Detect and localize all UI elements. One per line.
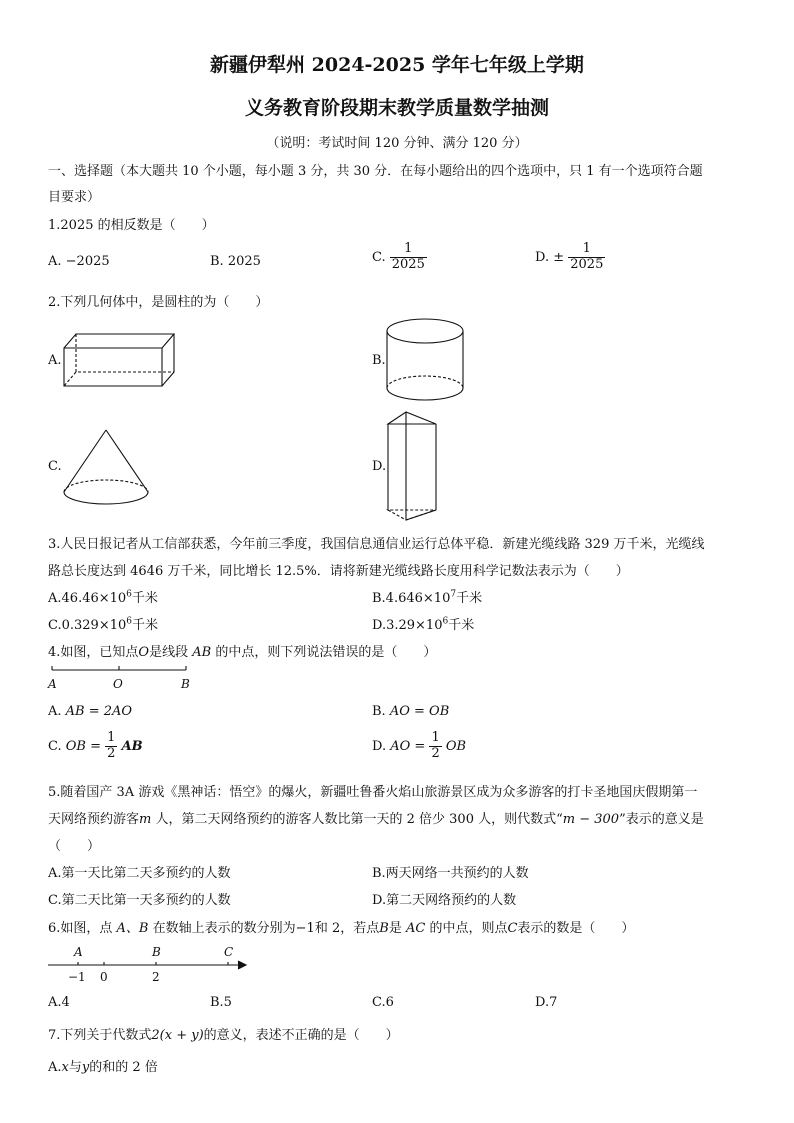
section-intro-line1: 一、选择题（本大题共 10 个小题，每小题 3 分，共 30 分．在每小题给出的四个选项中，只 1 有一个选项符合题 bbox=[48, 164, 703, 179]
numline-tick-2: 2 bbox=[152, 970, 160, 984]
numline-tick-neg1: −1 bbox=[68, 970, 86, 984]
q4-option-d-fraction: $\frac{1}{2}$ bbox=[431, 730, 440, 761]
q4-option-d: D. AO = $\frac{1}{2}$ OB bbox=[372, 730, 467, 761]
q1-option-c-fraction: $\frac{1}{2025}$ bbox=[391, 241, 425, 272]
exam-title-line1: 新疆伊犁州 2024-2025 学年七年级上学期 bbox=[210, 54, 584, 76]
cylinder-figure bbox=[385, 318, 465, 403]
q1-option-d bbox=[535, 242, 605, 273]
numline-point-a: A bbox=[74, 945, 83, 959]
q1-option-c bbox=[372, 242, 427, 273]
q6-option-d: D.7 bbox=[535, 995, 558, 1010]
q5-option-c: C.第二天比第一天多预约的人数 bbox=[48, 893, 231, 908]
exam-note: （说明：考试时间 120 分钟、满分 120 分） bbox=[266, 136, 528, 151]
q1-option-b: B. 2025 bbox=[210, 254, 261, 269]
q5-option-b: B.两天网络一共预约的人数 bbox=[372, 866, 529, 881]
point-o-label: O bbox=[113, 677, 123, 691]
triangular-prism-figure bbox=[386, 410, 441, 525]
q6-stem: 6.如图，点 A、B 在数轴上表示的数分别为−1和 2，若点B是 AC 的中点，则点C表示的数是（ ） bbox=[48, 921, 635, 936]
q3-stem-line2: 路总长度达到 4646 万千米，同比增长 12.5%．请将新建光缆线路长度用科学记数法表示为（ ） bbox=[48, 564, 629, 579]
q5-stem-line3: （ ） bbox=[48, 839, 101, 854]
q1-stem: 1.2025 的相反数是（ ） bbox=[48, 218, 215, 233]
q4-option-c-fraction: $\frac{1}{2}$ bbox=[107, 730, 116, 761]
numline-point-b: B bbox=[152, 945, 161, 959]
exam-title-line2: 义务教育阶段期末教学质量数学抽测 bbox=[244, 97, 549, 119]
q1-option-d-prefix: D. ± bbox=[535, 249, 565, 265]
q2-option-a-label: A. bbox=[48, 353, 62, 368]
q6-option-a: A.4 bbox=[48, 995, 70, 1010]
numline-point-c: C bbox=[224, 945, 234, 959]
q6-option-b: B.5 bbox=[210, 995, 232, 1010]
q4-option-b: B. AO = OB bbox=[372, 704, 450, 719]
q4-option-a: A. AB = 2AO bbox=[48, 704, 133, 719]
number-line-figure bbox=[48, 942, 258, 988]
q5-stem-line2: 天网络预约游客m 人，第二天网络预约的游客人数比第一天的 2 倍少 300 人，则代数式“m − 300”表示的意义是 bbox=[48, 812, 704, 827]
q1-option-d-fraction: $\frac{1}{2025}$ bbox=[570, 241, 604, 272]
q7-stem: 7.下列关于代数式2(x + y)的意义，表述不正确的是（ ） bbox=[48, 1028, 399, 1043]
q3-option-c: $C.0.329\times 10^6$千米 bbox=[48, 616, 159, 633]
q7-option-a: A.x与y的和的 2 倍 bbox=[48, 1060, 158, 1075]
q2-option-d-label: D. bbox=[372, 459, 387, 474]
q1-option-c-prefix: C. bbox=[372, 249, 386, 265]
q3-option-b: $B.4.646\times 10^7$千米 bbox=[372, 589, 483, 606]
point-b-label: B bbox=[181, 677, 190, 691]
point-a-label: A bbox=[48, 677, 57, 691]
q2-option-b-label: B. bbox=[372, 353, 386, 368]
q4-stem: 4.如图，已知点O是线段 AB 的中点，则下列说法错误的是（ ） bbox=[48, 645, 437, 660]
q2-stem: 2.下列几何体中，是圆柱的为（ ） bbox=[48, 295, 269, 310]
q5-stem-line1: 5.随着国产 3A 游戏《黑神话：悟空》的爆火，新疆吐鲁番火焰山旅游景区成为众多游客的打卡圣地国庆假期第一 bbox=[48, 785, 698, 800]
q2-option-c-label: C. bbox=[48, 459, 62, 474]
q6-option-c: C.6 bbox=[372, 995, 394, 1010]
q1-option-a: A. −2025 bbox=[48, 254, 110, 269]
q4-option-c: C. OB = $\frac{1}{2}$ AB bbox=[48, 730, 143, 761]
cone-figure bbox=[62, 428, 152, 508]
q3-option-d: $D.3.29\times 10^6$千米 bbox=[372, 616, 475, 633]
q5-option-a: A.第一天比第二天多预约的人数 bbox=[48, 866, 231, 881]
numline-tick-0: 0 bbox=[100, 970, 108, 984]
q3-option-a: $A.46.46\times 10^6$千米 bbox=[48, 589, 158, 606]
section-intro-line2: 目要求） bbox=[48, 190, 101, 205]
cuboid-figure bbox=[62, 330, 172, 390]
q3-stem-line1: 3.人民日报记者从工信部获悉，今年前三季度，我国信息通信业运行总体平稳．新建光缆线路 329 万千米，光缆线 bbox=[48, 537, 705, 552]
q5-option-d: D.第二天网络预约的人数 bbox=[372, 893, 517, 908]
segment-ab-figure bbox=[48, 664, 198, 692]
